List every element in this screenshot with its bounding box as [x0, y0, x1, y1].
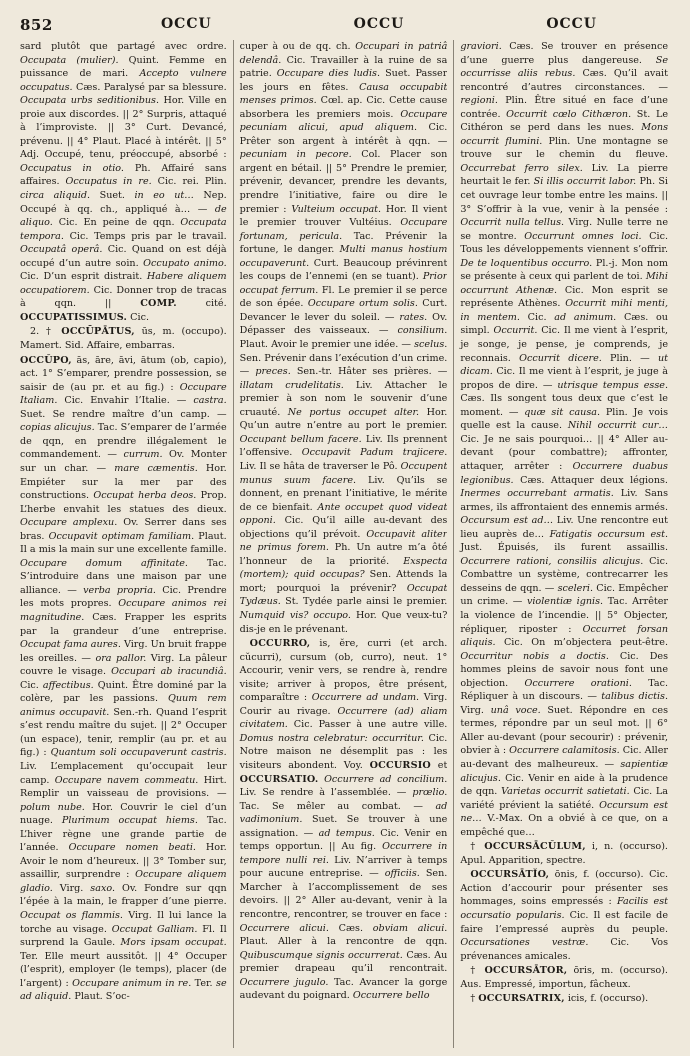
entry-text: Hor. Empiéter sur la mer par des constructions. — [20, 462, 227, 502]
entry-text: Cæs. ou simpl. — [460, 311, 668, 337]
entry-text: Cic. Il me vient à l’esprit, je juge à propos de dire. — — [460, 366, 668, 391]
latin-citation: Occupavit Padum trajicere. — [301, 447, 448, 459]
latin-citation: Occupato animo. — [143, 257, 227, 269]
dictionary-entry — [240, 637, 448, 1003]
latin-citation: Occupavit aliter ne primus forem. — [239, 528, 448, 554]
latin-citation: Occurrit cœlo Cithæron. — [506, 108, 632, 120]
latin-citation: castra. — [193, 395, 227, 407]
latin-citation: Occupare dies ludis. — [276, 68, 381, 80]
column-left — [20, 40, 227, 1048]
headword: OCCURSIO — [369, 759, 431, 771]
entry-text: Virg. — [52, 882, 91, 894]
entry-text: Cæs. Ils songent tous deux que c’est le moment. — — [460, 393, 668, 418]
latin-citation: Fatigatis occursum est. — [549, 528, 668, 540]
latin-citation: illatam crudelitatis. — [239, 379, 344, 391]
entry-text: Ov. Serrer dans ses bras. — [20, 517, 227, 542]
latin-citation: Vulteium occupat. — [291, 203, 382, 215]
entry-text: Plaut. Aller à la rencontre de qqn. — [239, 936, 448, 948]
entry-text: St. Tydée parle ainsi le premier. — [280, 596, 448, 608]
latin-citation: Accepto vulnere occupatus. — [20, 68, 227, 93]
entry-text: Cic. Vos prévenances amicales. — [460, 937, 668, 962]
latin-citation: Occupare amplexu. — [20, 517, 118, 529]
latin-citation: unâ voce. — [490, 704, 541, 716]
headword: OCCURSĀTĬO, — [470, 869, 550, 881]
entry-text: Cæs. Attaquer deux légions. — [513, 474, 668, 486]
entry-text: Cic. Quand on est déjà occupé d’un autre soin. — [20, 244, 227, 269]
entry-text: Cic. Temps pris par le travail. — [63, 230, 227, 242]
entry-text: icis, f. (occurso). — [564, 993, 649, 1005]
entry-text: Liv. Il se hâta de traverser le Pô. — [239, 460, 401, 472]
entry-text: V.-Max. On a obvié à ce que, on a empêché que… — [460, 813, 668, 838]
dictionary-entry — [20, 354, 227, 1004]
entry-text: Virg. Courir au rivage. — [239, 692, 448, 717]
latin-citation: Occurrere in tempore nulli rei. — [239, 841, 448, 866]
entry-text: Cic. — [20, 679, 43, 691]
headword: OCCURSĀCŬLUM, — [484, 841, 586, 853]
latin-citation: consilium. — [397, 325, 448, 337]
entry-text: Cic. Prendre les mots propres. — [20, 584, 227, 610]
latin-citation: ut dicam. — [460, 352, 668, 378]
latin-citation: Occursum est ne… — [460, 799, 668, 825]
dictionary-entry — [460, 964, 668, 991]
entry-text: Tac. Se mêler au combat. — — [239, 800, 436, 812]
latin-citation: Occupat fama aures. — [20, 639, 121, 651]
latin-citation: sapientiæ alicujus. — [460, 758, 668, 784]
latin-citation: Occupat Tydæus. — [239, 582, 448, 608]
entry-text: Liv. Une rencontre eut lieu auprès de… — [460, 515, 668, 540]
latin-citation: Inermes occurrebant armatis. — [460, 488, 614, 500]
latin-citation: ad tempus. — [318, 827, 375, 839]
entry-text: Liv. Ils prennent l’offensive. — [239, 433, 448, 459]
headword: OCCŬPO, — [20, 354, 72, 366]
running-head-center: OCCU — [353, 16, 405, 32]
latin-citation: Occupare animum in re. — [72, 977, 192, 989]
entry-text: Liv. N’arriver à temps pour aucune entreprise. — — [239, 854, 448, 880]
entry-text: Liv. Sans armes, ils affrontaient des ennemis armés. — [460, 488, 668, 513]
entry-text: Suet. Se trouver à une assignation. — — [239, 814, 448, 839]
entry-text: Ter. Elle meurt aussitôt. || 4° Occuper (l’esprit), employer (le temps), placer (de l’argent) : — [20, 950, 227, 989]
headword: COMP. — [140, 298, 177, 310]
column-right — [453, 40, 668, 1048]
entry-text: Cic. La variété prévient la satiété. — [460, 786, 668, 811]
entry-text: Ov. Fondre sur qqn l’épée à la main, le frapper d’une pierre. — [20, 882, 227, 908]
entry-text: 2. † — [30, 326, 62, 338]
dictionary-entry — [460, 40, 668, 839]
latin-citation: Occupata urbs seditionibus. — [20, 95, 160, 107]
entry-text: Curt. Devancer le lever du soleil. — — [239, 298, 448, 323]
latin-citation: Causa occupabit menses primos. — [239, 81, 448, 107]
latin-citation: Occurrere ad undam. — [311, 692, 420, 704]
latin-citation: Quantum soli occupaverunt castris. — [50, 747, 227, 759]
entry-text: cuper à ou de qq. ch. — [239, 41, 356, 52]
dictionary-entry — [20, 40, 227, 324]
latin-citation: verba propria. — [83, 584, 156, 596]
latin-citation: Occupant bellum facere. — [239, 433, 362, 445]
latin-citation: affectibus. — [42, 679, 94, 691]
dictionary-entry — [460, 992, 668, 1006]
entry-text: et — [430, 759, 448, 771]
latin-citation: quæ sit causa. — [524, 406, 601, 418]
entry-text: i, n. (occurso). Apul. Apparition, spectre. — [460, 841, 668, 866]
latin-citation: Occupat Galliam. — [111, 923, 198, 935]
entry-text: is, ĕre, curri (et arch. cŭcurri), cursum (ob, curro), neut. 1° Accourir, venir vers, se rendre à, rendre visite; arriver à propos, être présent, comparaître : — [239, 638, 448, 704]
latin-citation: Si illis occurrit labor. — [533, 176, 637, 188]
entry-text: Tac. Avancer la gorge audevant du poignard. — [239, 976, 448, 1002]
latin-citation: obviam alicui. — [372, 922, 448, 934]
latin-citation: graviori. — [460, 41, 502, 52]
entry-text: Cic. Il est facile de faire l’empressé auprès du peuple. — [460, 910, 668, 935]
latin-citation: regioni. — [460, 95, 498, 107]
entry-text: Tac. Arrêter la violence de l’incendie. || 5° Objecter, répliquer, riposter : — [460, 596, 668, 635]
latin-citation: Multi manus hostium occupaverunt. — [239, 244, 448, 269]
entry-text: Cic. Travailler à la ruine de sa patrie. — [239, 54, 448, 80]
entry-text: Cæs. Paralysé par sa blessure. — [72, 81, 227, 93]
entry-text: cité. — [176, 298, 227, 310]
latin-citation: ad animum. — [554, 311, 617, 323]
headword: OCCŪPĀTUS, — [61, 326, 135, 338]
entry-text: Ov. Dépasser des vaisseaux. — — [239, 311, 448, 337]
entry-text: St. Le Cithéron se perd dans les nues. — [460, 108, 668, 134]
entry-text: Quint. Être dominé par la colère, par les passions. — [20, 679, 227, 705]
entry-text: Plin. — — [601, 352, 658, 364]
entry-text: Nep. Occupé à qq. ch., appliqué à… — — [20, 190, 227, 215]
running-head-left: OCCU — [160, 16, 212, 32]
latin-citation: Numquid vis? occupo. — [239, 609, 351, 621]
latin-citation: Occurrit. — [493, 325, 538, 337]
latin-citation: Occupare nomen beati. — [68, 842, 196, 854]
entry-text: Sen. Marcher à l’accomplissement de ses devoirs. || 2° Aller au-devant, venir à la rencontre, rencontrer, se trouver en face : — [239, 868, 448, 920]
latin-citation: Occupata tempora. — [20, 217, 227, 242]
entry-text: Liv. Se rendre à l’assemblée. — — [239, 787, 413, 799]
entry-text: Cæs. Au premier drapeau qu’il rencontrait. — [239, 949, 448, 975]
text-columns — [20, 40, 668, 1048]
latin-citation: Occupari ab iracundiâ. — [111, 666, 227, 678]
latin-citation: Plurimum occupat hiems. — [61, 815, 198, 827]
latin-citation: Occurrunt omnes loci. — [524, 230, 642, 242]
latin-citation: Quum rem animus occupavit. — [20, 693, 227, 718]
entry-text: Fl. Il surprend la Gaule. — [20, 923, 227, 949]
latin-citation: Occurrebat ferro silex. — [460, 162, 583, 174]
entry-text: Tac. Prévenir la fortune, le danger. — [239, 230, 448, 256]
latin-citation: Occupare navem commeatu. — [54, 774, 199, 786]
entry-text: Virg. — [460, 704, 491, 716]
entry-text: Cic. Mon esprit se représente Athènes. — [460, 284, 668, 310]
latin-citation: officiis. — [384, 868, 420, 880]
entry-text: Cic. Venir en temps opportun. || Au fig. — [239, 827, 448, 853]
latin-citation: Occupari in patriâ delendâ. — [239, 41, 448, 66]
latin-citation: Mors ipsam occupat. — [120, 937, 227, 949]
latin-citation: Occupare fortunam, pericula. — [239, 217, 448, 242]
latin-citation: prœlio. — [412, 787, 448, 799]
entry-text: Hor. Il vient le premier trouver Vultéius. — [239, 203, 448, 229]
latin-citation: preces. — [255, 366, 291, 378]
entry-text: Virg. Il lui lance la torche au visage. — [20, 910, 227, 935]
latin-citation: Occurritur nobis a doctis. — [460, 650, 609, 662]
latin-citation: mare cæmentis. — [114, 462, 198, 474]
entry-text: Cic. Qu’il aille au-devant des objections qu’il prévoit. — [239, 515, 448, 540]
latin-citation: Ne portus occupet alter. — [287, 406, 420, 418]
latin-citation: Occupare aliquem gladio. — [20, 869, 227, 894]
latin-citation: Occurrit nulla tellus. — [460, 217, 565, 229]
entry-text: Suet. Répondre en ces termes, répondre par un seul mot. || 6° Aller au-devant (pour secourir) : prévenir, obvier à : — [460, 704, 668, 757]
entry-text: Liv. La pierre heurtait le fer. — [460, 162, 668, 188]
headword: OCCUPATISSIMUS. — [20, 311, 128, 323]
latin-citation: Occursationes vestræ. — [460, 937, 589, 949]
latin-citation: de aliquo. — [20, 203, 227, 229]
entry-text: Cic. Prêter son argent à intérêt à qqn. — — [239, 122, 448, 147]
latin-citation: Occurrit mihi menti, in mentem. — [460, 298, 668, 323]
latin-citation: ora pallor. — [95, 652, 147, 664]
latin-citation: Occupatus in re. — [65, 176, 152, 188]
latin-citation: Occurrere calamitosis. — [509, 745, 620, 757]
latin-citation: Occurrere duabus legionibus. — [460, 460, 668, 486]
latin-citation: Occupatus in otio. — [20, 162, 124, 174]
entry-text: Liv. Attacher le premier à son nom le souvenir d’une cruauté. — [239, 379, 448, 418]
latin-citation: Mihi occurrunt Athenæ. — [460, 271, 668, 296]
dictionary-entry — [20, 325, 227, 352]
latin-citation: Occurrere orationi. — [524, 677, 632, 689]
entry-text: Sen.-tr. Hâter ses prières. — — [290, 366, 448, 378]
latin-citation: Exspecta (mortem); quid occupas? — [239, 555, 448, 581]
latin-citation: utrisque tempus esse. — [557, 379, 668, 391]
entry-text: † — [470, 993, 479, 1005]
headword: OCCURRO, — [249, 638, 311, 650]
entry-text: Fl. Le premier il se perce de son épée. — [239, 284, 448, 310]
entry-text: Cic. Des hommes pleins de savoir nous font une objection. — [460, 650, 668, 689]
latin-citation: Occurrere bello — [352, 990, 430, 1002]
entry-text: ās, āre, āvi, ātum (ob, capio), act. 1° S’emparer, prendre possession, se saisir de (au pr. et au fig.) : — [20, 354, 227, 393]
latin-citation: Occupata (mulier). — [20, 54, 119, 66]
entry-text: Sen. Attends la mort; pourquoi la prévenir? — [239, 569, 448, 594]
entry-text: Quint. Femme en puissance de mari. — [20, 54, 227, 80]
entry-text: ūs, m. (occupo). Mamert. Sid. Affaire, embarras. — [20, 326, 227, 352]
entry-text: Hor. Avoir le nom d’heureux. || 3° Tomber sur, assaillir, surprendre : — [20, 842, 227, 881]
latin-citation: Occupare Italiam. — [20, 381, 227, 407]
latin-citation: Nihil occurrit cur… — [567, 420, 668, 432]
latin-citation: violentiæ ignis. — [526, 596, 604, 608]
entry-text: Suet. Se rendre maître d’un camp. — — [20, 408, 227, 420]
entry-text: Cic. — [127, 311, 149, 323]
latin-citation: Occupare ortum solis. — [307, 298, 418, 310]
latin-citation: Facilis est occursatio popularis. — [460, 896, 668, 921]
latin-citation: currum. — [123, 449, 163, 461]
headword: OCCURSATIO. — [239, 773, 319, 785]
latin-citation: Habere aliquem occupatiorem. — [20, 271, 227, 296]
entry-text: Cic. Je ne sais pourquoi… || 4° Aller au-devant (pour combattre); affronter, attaquer, arrêter : — [460, 433, 668, 472]
latin-citation: copias alicujus. — [20, 422, 95, 434]
entry-text: Sen. Prévenir dans l’exécution d’un crime. — — [239, 352, 448, 378]
entry-text: Sen.-rh. Quand l’esprit s’est rendu maître du sujet. || 2° Occuper (un espace), tenir, remplir (au pr. et au fig.) : — [20, 706, 227, 759]
entry-text: Virg. Un bruit frappe les oreilles. — — [20, 639, 227, 664]
entry-text: Cic. Combattre un système, contrecarrer les desseins de qqn. — — [460, 555, 668, 594]
latin-citation: rates. — [399, 311, 428, 323]
latin-citation: polum nube. — [20, 801, 85, 813]
latin-citation: Ante occupet quod videat opponi. — [239, 501, 448, 527]
latin-citation: Prior occupat ferrum. — [239, 271, 448, 296]
entry-text: Ph. Affairé sans affaires. — [20, 162, 227, 188]
entry-text: Cæs. Qu’il avait rencontré d’autres circonstances. — — [460, 68, 668, 93]
latin-citation: Occupat herba deos. — [93, 490, 197, 502]
entry-text: sard plutôt que partagé avec ordre. — [20, 41, 227, 52]
latin-citation: Occupat os flammis. — [20, 910, 123, 921]
entry-text: Virg. La pâleur couvre le visage. — [20, 652, 227, 678]
entry-text: ōnis, f. (occurso). Cic. Action d’accourir pour présenter ses hommages, soins empressés : — [460, 869, 668, 908]
entry-text: Pl.-j. Mon nom se présente à ceux qui parlent de toi. — [460, 257, 668, 283]
latin-citation: Occupare domum affinitate. — [20, 557, 188, 569]
entry-text: Plin. Une montagne se trouve sur le chemin du fleuve. — [460, 135, 668, 161]
entry-text: Cæs. Se trouver en présence d’une guerre plus dangereuse. — [460, 41, 668, 66]
page-header — [20, 16, 668, 40]
entry-text: Hirt. Remplir un vaisseau de provisions. — — [20, 774, 227, 800]
entry-text: Tac. Répliquer à un discours. — — [460, 677, 668, 703]
entry-text: Plin. Je vois quelle est la cause. — [460, 406, 668, 432]
entry-text: Plin. Être situé en face d’une contrée. — [460, 95, 668, 120]
latin-citation: in eo ut… — [134, 190, 194, 202]
column-middle — [233, 40, 448, 1048]
entry-text: Prop. L’herbe envahit les statues des dieux. — [20, 490, 227, 515]
latin-citation: Occursum est ad… — [460, 515, 554, 527]
latin-citation: se ad aliquid. — [20, 977, 227, 1003]
entry-text: Hor. Qu’un autre n’entre au port le premier. — [239, 406, 448, 432]
entry-text: Cic. Tous les développements viennent s’offrir. — [460, 230, 668, 256]
entry-text: Virg. Nulle terre ne se montre. — [460, 217, 668, 242]
entry-text: Cic. Il me vient à l’esprit, je songe, je pense, je comprends, je reconnais. — [460, 325, 668, 364]
latin-citation: talibus dictis. — [601, 691, 668, 703]
latin-citation: Occurrere alicui. — [239, 922, 329, 934]
entry-text: Tac. L’hiver règne une grande partie de l’année. — [20, 815, 227, 854]
latin-citation: Occurrit dicere. — [519, 352, 602, 364]
dictionary-entry — [240, 40, 448, 636]
entry-text: Cic. D’un esprit distrait. — [20, 271, 147, 283]
entry-text: Ov. Monter sur un char. — — [20, 449, 227, 474]
latin-citation: Occurret forsan aliquis. — [460, 623, 668, 649]
entry-text: Cæs. — [328, 922, 373, 934]
entry-text: Cic. — [519, 311, 555, 323]
entry-text: Ter. — [191, 977, 217, 989]
entry-text: Plaut. Avoir le premier une idée. — — [239, 339, 415, 351]
entry-text: Cic. Venir en aide à la prudence de qqn. — [460, 772, 668, 798]
latin-citation: Occupavit optimam familiam. — [48, 530, 195, 542]
entry-text: Hor. Ville en proie aux discordes. || 2° Surpris, attaqué à l’improviste. || 3° Curt. Devancé, prévenu. || 4° Plaut. Placé à intérêt. || 5° Adj. Occupé, tenu, préoccupé, absorbé : — [20, 95, 227, 161]
entry-text: Suet. — [90, 190, 135, 202]
entry-text: ōris, m. (occurso). Aus. Empressé, importun, fâcheux. — [460, 965, 668, 990]
dictionary-entry — [460, 868, 668, 963]
latin-citation: Occurrere ad concilium. — [324, 773, 448, 785]
entry-text: Hor. Couvrir le ciel d’un nuage. — [20, 801, 227, 827]
entry-text: Ph. Un autre m’a ôté l’honneur de la priorité. — [239, 542, 448, 567]
entry-text: Curt. Beaucoup prévinrent les coups de l’ennemi (en se tuant). — [239, 257, 448, 283]
latin-citation: Mons occurrit flumini. — [460, 122, 668, 147]
entry-text: Cœl. ap. Cic. Cette cause absorbera les premiers mois. — [239, 95, 448, 120]
entry-text: Cic. Notre maison ne désemplit pas : les visiteurs abondent. Voy. — [239, 732, 448, 771]
latin-citation: pecuniam in pecore. — [239, 149, 352, 161]
entry-text: Cic. Aller au-devant des malheureux. — — [460, 745, 668, 770]
latin-citation: Occurrere rationi, consiliis alicujus. — [460, 555, 644, 567]
entry-text: Tac. S’introduire dans une maison par une alliance. — — [20, 557, 227, 596]
latin-citation: Varietas occurrit satietati. — [501, 786, 630, 798]
running-head-right: OCCU — [546, 16, 598, 32]
entry-text: † — [470, 841, 485, 853]
headword: OCCURSĀTOR, — [484, 965, 568, 977]
latin-citation: scelus. — [414, 339, 448, 351]
entry-text: Cic. rei. Plin. — [151, 176, 227, 188]
entry-text: Cic. Empêcher un crime. — — [460, 582, 668, 608]
dictionary-entry — [460, 840, 668, 867]
latin-citation: saxo. — [90, 882, 116, 894]
entry-text: Cic. Envahir l’Italie. — — [57, 395, 194, 407]
latin-citation: Occupare animos rei magnitudine. — [20, 598, 227, 623]
latin-citation: Se occurrisse aliis rebus. — [460, 54, 668, 80]
latin-citation: Occupare pecuniam alicui, apud aliquem. — [239, 108, 448, 134]
entry-text: Ph. Si cet ouvrage leur tombe entre les mains. || 3° S’offrir à la vue, venir à la pensée : — [460, 176, 668, 215]
latin-citation: Occurrere (ad) aliam civitatem. — [239, 705, 448, 731]
entry-text: Col. Placer son argent en bétail. || 5° Prendre le premier, prévenir, devancer, prendre les devants, prendre l’initiative, faire ou dire le premier : — [239, 149, 448, 215]
entry-text: Cic. En peine de qqn. — [52, 217, 181, 229]
latin-citation: Occurrere jugulo. — [239, 976, 329, 988]
page-number: 852 — [20, 16, 53, 34]
entry-text: Liv. L’emplacement qu’occupait leur camp. — [20, 760, 227, 786]
latin-citation: Quibuscumque signis occurrerat. — [239, 949, 403, 961]
entry-text: Plaut. Il a mis la main sur une excellente famille. — [20, 530, 227, 556]
latin-citation: ad vadimonium. — [239, 800, 448, 826]
entry-text: Just. Épuisés, ils furent assaillis. — [460, 542, 668, 554]
latin-citation: Domus nostra celebratur: occurritur. — [239, 732, 424, 744]
latin-citation: circa aliquid. — [20, 190, 91, 202]
entry-text: Hor. Que veux-tu? dis-je en le prévenant. — [239, 609, 448, 635]
entry-text: Tac. S’emparer de l’armée de qqn, en prendre illégalement le commandement. — — [20, 422, 227, 461]
entry-text: Liv. Qu’ils se donnent, en prenant l’initiative, le mérite de ce bienfait. — [239, 474, 448, 513]
entry-text: Plaut. S’oc- — [71, 991, 130, 1003]
latin-citation: De te loquentibus occurro. — [460, 257, 593, 269]
entry-text: † — [470, 965, 485, 977]
latin-citation: sceleri. — [557, 582, 594, 594]
entry-text: Cic. Donner trop de tracas à qqn. || — [20, 284, 227, 310]
latin-citation: Occupent munus suum facere. — [239, 460, 448, 486]
entry-text: Cic. Passer à une autre ville. — [287, 719, 448, 731]
headword: OCCURSATRIX, — [478, 993, 565, 1005]
entry-text: Suet. Passer les jours en fêtes. — [239, 68, 448, 93]
latin-citation: Occupatâ operâ. — [20, 244, 103, 256]
entry-text: Cæs. Frapper les esprits par la grandeur d’une entreprise. — [20, 611, 227, 637]
entry-text: Cic. On m’objectera peut-être. — [495, 637, 668, 649]
